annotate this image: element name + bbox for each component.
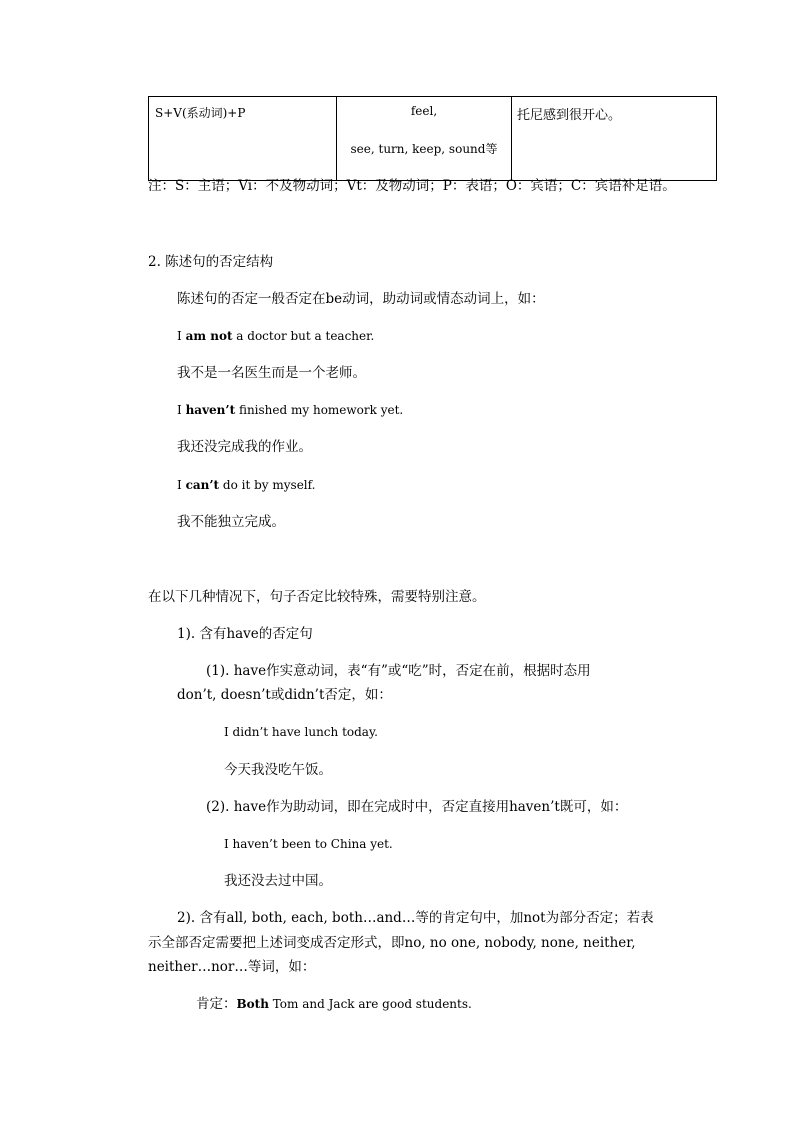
item-1-sub-1-line-1: (1). have作实意动词，表“有”或“吃”时，否定在前，根据时态用 bbox=[206, 663, 591, 679]
section-heading: 2. 陈述句的否定结构 bbox=[148, 254, 274, 270]
item-1-sub-2-line: (2). have作为助动词，即在完成时中，否定直接用haven’t既可，如： bbox=[206, 799, 628, 815]
pattern-cell: S+V(系动词)+P bbox=[149, 97, 337, 181]
example-sentence-en: I am not a doctor but a teacher. bbox=[177, 329, 375, 343]
example-sentence-zh: 今天我没吃午饭。 bbox=[224, 762, 332, 778]
item-2-line-2: 示全部否定需要把上述词变成否定形式，即no, no one, nobody, none, neither, bbox=[148, 935, 636, 951]
example-sentence-en: I haven’t been to China yet. bbox=[224, 837, 393, 851]
emphasis-text: Both bbox=[236, 997, 269, 1011]
affirmative-example: 肯定：Both Tom and Jack are good students. bbox=[196, 996, 472, 1012]
emphasis-text: haven’t bbox=[185, 403, 236, 417]
item-2-line-3: neither…nor…等词，如： bbox=[148, 959, 316, 975]
example-sentence-zh: 我不能独立完成。 bbox=[177, 514, 285, 530]
verbs-line-1: feel, bbox=[410, 104, 438, 118]
section-intro: 陈述句的否定一般否定在be动词，助动词或情态动词上，如： bbox=[177, 291, 545, 307]
abbreviation-note: 注：S：主语；Vi：不及物动词；Vt：及物动词；P：表语；O：宾语；C：宾语补足语。 bbox=[148, 178, 676, 194]
example-cell: 托尼感到很开心。 bbox=[512, 97, 717, 181]
example-sentence-en: I haven’t finished my homework yet. bbox=[177, 403, 404, 417]
item-1-title: 1). 含有have的否定句 bbox=[177, 626, 313, 642]
example-sentence-en: I didn’t have lunch today. bbox=[224, 725, 378, 739]
verbs-line-2: see, turn, keep, sound等 bbox=[350, 142, 498, 156]
special-cases-heading: 在以下几种情况下，句子否定比较特殊，需要特别注意。 bbox=[148, 589, 486, 605]
example-sentence-zh: 我还没去过中国。 bbox=[224, 873, 332, 889]
example-sentence-zh: 我还没完成我的作业。 bbox=[177, 439, 312, 455]
item-1-sub-1-line-2: don’t, doesn’t或didn’t否定，如： bbox=[177, 687, 392, 703]
sentence-pattern-table bbox=[148, 96, 717, 181]
table-row bbox=[149, 97, 717, 181]
emphasis-text: am not bbox=[185, 329, 233, 343]
item-2-line-1: 2). 含有all, both, each, both…and…等的肯定句中，加not为部分否定；若表 bbox=[177, 910, 654, 926]
affirmative-label: 肯定： bbox=[196, 996, 237, 1012]
emphasis-text: can’t bbox=[185, 478, 220, 492]
example-sentence-en: I can’t do it by myself. bbox=[177, 478, 316, 492]
verbs-cell bbox=[337, 97, 512, 181]
example-sentence-zh: 我不是一名医生而是一个老师。 bbox=[177, 365, 366, 381]
